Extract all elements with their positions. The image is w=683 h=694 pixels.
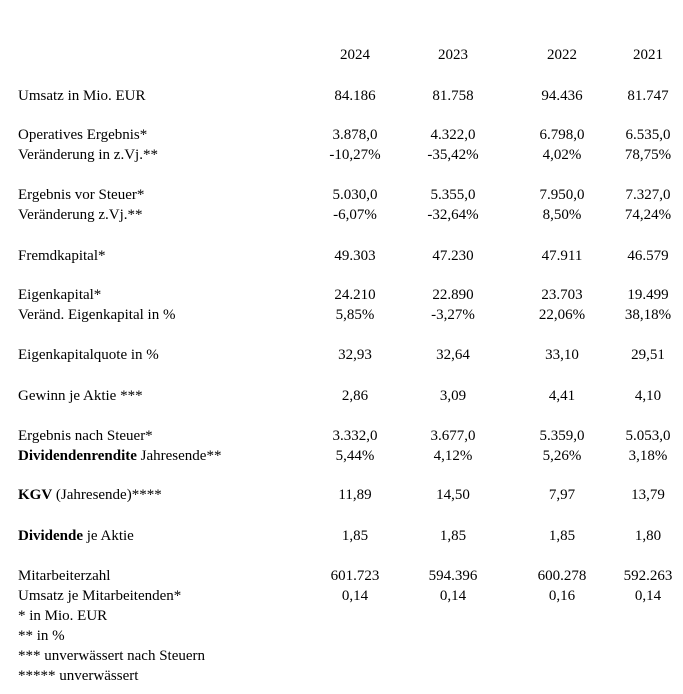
table-cell: 1,80 <box>634 528 662 544</box>
year-header: 2023 <box>438 47 468 63</box>
table-cell: 32,64 <box>436 347 470 363</box>
table-cell: 5.053,0 <box>625 428 671 444</box>
row-label: Operatives Ergebnis* <box>18 127 148 143</box>
table-cell: 4,10 <box>634 388 662 404</box>
table-cell: 78,75% <box>624 147 672 163</box>
table-cell: 14,50 <box>436 487 470 503</box>
footnote: ***** unverwässert <box>18 668 139 684</box>
table-cell: 94.436 <box>541 88 583 104</box>
row-label: Umsatz in Mio. EUR <box>18 88 146 104</box>
table-cell: 4,12% <box>433 448 473 464</box>
year-header: 2024 <box>340 47 370 63</box>
table-cell: 47.230 <box>432 248 474 264</box>
table-cell: 23.703 <box>541 287 583 303</box>
table-cell: 11,89 <box>338 487 372 503</box>
table-cell: 22.890 <box>432 287 474 303</box>
row-label <box>18 447 221 465</box>
table-cell: 594.396 <box>428 568 478 584</box>
year-header: 2021 <box>633 47 663 63</box>
table-cell: 81.747 <box>627 88 669 104</box>
table-cell: 7,97 <box>548 487 576 503</box>
table-cell: 4.322,0 <box>430 127 476 143</box>
table-cell: -6,07% <box>333 207 377 223</box>
table-cell: 600.278 <box>537 568 587 584</box>
table-cell: 6.798,0 <box>539 127 585 143</box>
row-label-rest: je Aktie <box>83 528 134 544</box>
footnote: * in Mio. EUR <box>18 608 108 624</box>
table-cell: 74,24% <box>624 207 672 223</box>
table-cell: 47.911 <box>541 248 583 264</box>
table-cell: 1,85 <box>439 528 467 544</box>
table-cell: 6.535,0 <box>625 127 671 143</box>
table-cell: 13,79 <box>631 487 665 503</box>
table-cell: 33,10 <box>545 347 579 363</box>
table-cell: 2,86 <box>341 388 369 404</box>
table-cell: 5,85% <box>335 307 375 323</box>
table-cell: 5.355,0 <box>430 187 476 203</box>
table-cell: -3,27% <box>431 307 475 323</box>
table-cell: 29,51 <box>631 347 665 363</box>
table-cell: -35,42% <box>427 147 479 163</box>
footnote: ** in % <box>18 628 65 644</box>
row-label-bold: KGV <box>18 487 53 503</box>
table-cell: 3,09 <box>439 388 467 404</box>
table-cell: 7.327,0 <box>625 187 671 203</box>
table-cell: 49.303 <box>334 248 376 264</box>
table-cell: 601.723 <box>330 568 380 584</box>
table-cell: 22,06% <box>538 307 586 323</box>
table-cell: 5,44% <box>335 448 375 464</box>
table-cell: 4,41 <box>548 388 576 404</box>
table-cell: 0,14 <box>634 588 662 604</box>
row-label: Veränderung z.Vj.** <box>18 207 143 223</box>
row-label: Ergebnis nach Steuer* <box>18 428 153 444</box>
table-cell: 7.950,0 <box>539 187 585 203</box>
row-label: Mitarbeiterzahl <box>18 568 111 584</box>
table-cell: 0,16 <box>548 588 576 604</box>
table-cell: 24.210 <box>334 287 376 303</box>
table-cell: 19.499 <box>627 287 669 303</box>
table-cell: 0,14 <box>341 588 369 604</box>
table-cell: 38,18% <box>624 307 672 323</box>
table-cell: 5.030,0 <box>332 187 378 203</box>
table-cell: 32,93 <box>338 347 372 363</box>
footnote: *** unverwässert nach Steuern <box>18 648 206 664</box>
row-label-rest: Jahresende** <box>136 448 222 464</box>
table-cell: 84.186 <box>334 88 376 104</box>
row-label: Eigenkapitalquote in % <box>18 347 159 363</box>
table-cell: 1,85 <box>341 528 369 544</box>
table-cell: 4,02% <box>542 147 582 163</box>
table-cell: 46.579 <box>627 248 669 264</box>
table-cell: 8,50% <box>542 207 582 223</box>
row-label: Ergebnis vor Steuer* <box>18 187 145 203</box>
year-header: 2022 <box>547 47 577 63</box>
table-cell: 592.263 <box>623 568 673 584</box>
table-cell: 5.359,0 <box>539 428 585 444</box>
row-label-bold: Dividendenrendite <box>18 448 137 464</box>
row-label: Eigenkapital* <box>18 287 102 303</box>
row-label: Umsatz je Mitarbeitenden* <box>18 588 182 604</box>
table-cell: 3,18% <box>628 448 668 464</box>
row-label <box>18 486 162 504</box>
row-label-bold: Dividende <box>18 528 84 544</box>
table-cell: -10,27% <box>329 147 381 163</box>
table-cell: -32,64% <box>427 207 479 223</box>
row-label: Fremdkapital* <box>18 248 106 264</box>
table-cell: 3.878,0 <box>332 127 378 143</box>
table-cell: 3.332,0 <box>332 428 378 444</box>
table-cell: 81.758 <box>432 88 474 104</box>
row-label: Gewinn je Aktie *** <box>18 388 143 404</box>
table-cell: 0,14 <box>439 588 467 604</box>
row-label-rest: (Jahresende)**** <box>52 487 162 503</box>
table-cell: 3.677,0 <box>430 428 476 444</box>
row-label <box>18 527 134 545</box>
row-label: Veränd. Eigenkapital in % <box>18 307 176 323</box>
table-cell: 1,85 <box>548 528 576 544</box>
table-cell: 5,26% <box>542 448 582 464</box>
row-label: Veränderung in z.Vj.** <box>18 147 158 163</box>
